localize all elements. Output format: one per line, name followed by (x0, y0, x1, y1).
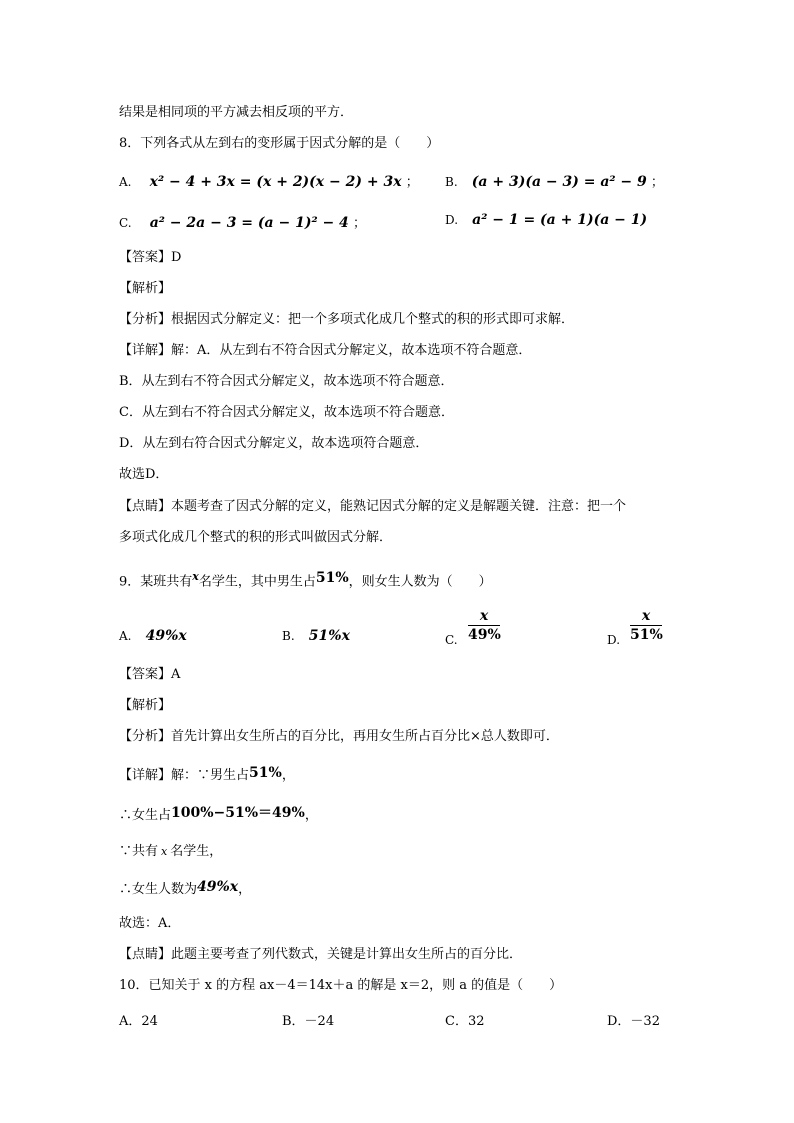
q10-option-a: A．24 (119, 1014, 158, 1029)
text-segment: ，则女生人数为（ ） (348, 574, 492, 590)
q8-option-d (445, 212, 647, 228)
text-segment: ∵共有 (119, 844, 159, 859)
text-line: 结果是相同项的平方减去相反项的平方． (119, 105, 354, 120)
fraction-numerator: x (479, 608, 489, 624)
question-10-stem: 10．已知关于 x 的方程 ax－4＝14x＋a 的解是 x＝2，则 a 的值是（ ） (119, 978, 563, 993)
analysis-line: 【分析】首先计算出女生所占的百分比，再用女生所占百分比×总人数即可． (119, 729, 559, 744)
answer-line: 【答案】D (119, 250, 182, 265)
fraction-denominator: 49% (468, 627, 501, 643)
detail-line: C．从左到右不符合因式分解定义，故本选项不符合题意． (119, 405, 454, 420)
detail-line (119, 806, 318, 825)
choice-line: 故选：A． (119, 916, 181, 931)
math-percent: 51% (249, 765, 282, 781)
text-segment: ∴女生人数为 (119, 882, 198, 897)
math-expression: x² − 4 + 3x = (x + 2)(x − 2) + 3x (149, 174, 402, 190)
math-expression: 49%x (145, 628, 187, 644)
analysis-line: 【分析】根据因式分解定义：把一个多项式化成几个整式的积的形式即可求解． (119, 312, 575, 327)
answer-line: 【答案】A (119, 667, 181, 682)
option-label: B. (282, 629, 295, 643)
option-label: B. (445, 175, 458, 189)
fraction-bar (630, 625, 662, 626)
detail-line: D．从左到右符合因式分解定义，故本选项符合题意． (119, 436, 429, 451)
question-9-stem (119, 568, 492, 591)
fraction-bar (468, 625, 500, 626)
text-segment: 【详解】解：∵男生占 (119, 768, 250, 783)
q9-option-a (119, 628, 187, 644)
q9-option-c-fraction (468, 608, 500, 643)
text-segment: ， (304, 808, 318, 823)
detail-line: B．从左到右不符合因式分解定义，故本选项不符合题意． (119, 374, 454, 389)
math-expression: (a + 3)(a − 3) = a² − 9 (471, 174, 647, 190)
option-label: A. (119, 629, 132, 643)
detail-line (119, 880, 251, 899)
math-percent: 51% (315, 570, 349, 587)
option-label: C. (119, 216, 132, 230)
fraction-denominator: 51% (630, 627, 663, 643)
text-segment: 9．某班共有 (119, 574, 193, 590)
q9-option-d-fraction (630, 608, 662, 643)
math-expression: 49%x (197, 879, 239, 895)
comment-line: 【点睛】本题考查了因式分解的定义，能熟记因式分解的定义是解题关键．注意：把一个 (119, 499, 627, 514)
q9-option-b (282, 628, 350, 644)
text-segment: 名学生，其中男生占 (198, 574, 316, 590)
option-label: C. (445, 633, 458, 647)
math-expression: a² − 1 = (a + 1)(a − 1) (472, 212, 648, 228)
q10-option-d: D．－32 (607, 1014, 660, 1029)
detail-line (119, 843, 222, 861)
math-variable: x (161, 845, 168, 858)
option-label: D. (445, 213, 459, 227)
analysis-heading: 【解析】 (119, 281, 172, 296)
comment-line: 多项式化成几个整式的积的形式叫做因式分解． (119, 530, 393, 545)
detail-line (119, 766, 295, 785)
question-8-stem: 8．下列各式从左到右的变形属于因式分解的是（ ） (119, 136, 440, 151)
detail-line: 【详解】解：A．从左到右不符合因式分解定义，故本选项不符合题意． (119, 343, 532, 358)
q8-option-b (445, 171, 664, 190)
math-expression: a² − 2a − 3 = (a − 1)² − 4 (149, 215, 349, 231)
math-expression: 51%x (308, 628, 350, 644)
q9-option-d-label (607, 633, 620, 648)
punctuation: ； (352, 216, 366, 231)
text-segment: ， (281, 768, 295, 783)
text-segment: ∴女生占 (119, 808, 172, 823)
q8-option-a (119, 171, 419, 190)
math-expression: 100%−51%＝49% (171, 805, 305, 821)
choice-line: 故选D． (119, 467, 169, 482)
q9-option-c-label (445, 633, 458, 648)
text-segment: ， (238, 882, 252, 897)
analysis-heading: 【解析】 (119, 698, 172, 713)
option-label: D. (607, 633, 621, 647)
fraction-numerator: x (641, 608, 651, 624)
comment-line: 【点睛】此题主要考查了列代数式，关键是计算出女生所占的百分比． (119, 947, 523, 962)
q10-option-c: C．32 (445, 1014, 485, 1029)
q10-option-b: B．－24 (282, 1014, 335, 1029)
punctuation: ； (405, 175, 419, 190)
text-segment: 名学生， (170, 844, 223, 859)
math-variable: x (192, 570, 199, 583)
option-label: A. (119, 175, 132, 189)
q8-option-c (119, 212, 366, 231)
punctuation: ； (650, 175, 664, 190)
